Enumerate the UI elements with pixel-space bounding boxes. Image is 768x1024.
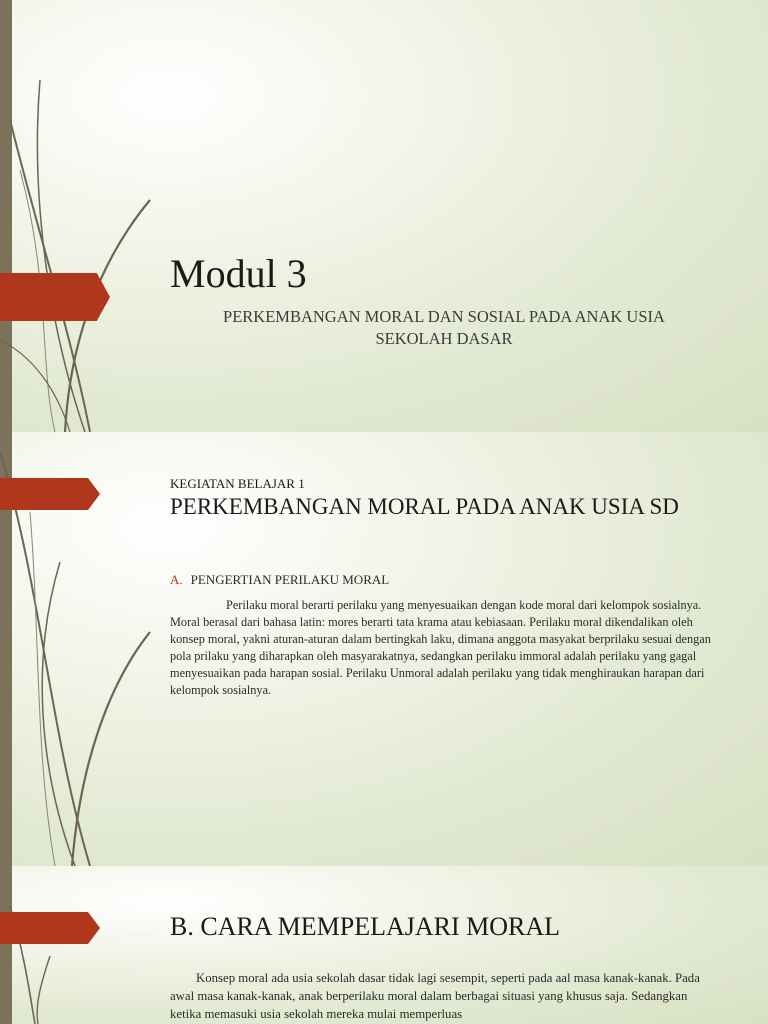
title-tab-arrow <box>0 273 110 321</box>
title-slide <box>0 0 768 432</box>
list-item <box>170 572 389 588</box>
list-label: PENGERTIAN PERILAKU MORAL <box>190 572 390 587</box>
slide-title: Modul 3 <box>170 251 307 296</box>
slide-sidebar <box>0 0 12 432</box>
lesson-heading: PERKEMBANGAN MORAL PADA ANAK USIA SD <box>170 494 679 519</box>
slide-sidebar <box>0 866 12 1024</box>
section-heading: B. CARA MEMPELAJARI MORAL <box>170 912 561 941</box>
slide-subtitle <box>170 306 718 350</box>
heading-tab-arrow <box>0 912 100 944</box>
subtitle-line-2: SEKOLAH DASAR <box>375 329 513 348</box>
lesson-kicker: KEGIATAN BELAJAR 1 <box>170 476 305 491</box>
content-slide-1 <box>0 432 768 866</box>
kicker-tab-arrow <box>0 478 100 510</box>
list-marker: A. <box>170 572 183 587</box>
content-slide-2 <box>0 866 768 1024</box>
subtitle-line-1: PERKEMBANGAN MORAL DAN SOSIAL PADA ANAK USIA <box>223 307 665 326</box>
definition-paragraph: Perilaku moral berarti perilaku yang menyesuaikan dengan kode moral dari kelompok sosialnya. Moral berasal dari bahasa latin: mores berarti tata krama atau kebiasaan. Perilaku moral dikendalikan oleh konsep moral, yakni aturan-aturan dalam bertingkah laku, dimana anggota masyakat berprilaku sesuai dengan pola prilaku yang diharapkan oleh masyarakatnya, sedangkan perilaku immoral adalah perilaku yang gagal menyesuaikan pada harapan sosial. Perilaku Unmoral adalah perilaku yang tidak menghiraukan harapan dari kelompok sosialnya. <box>170 598 711 697</box>
section-paragraph: Konsep moral ada usia sekolah dasar tidak lagi sesempit, seperti pada aal masa kanak-kanak. Pada awal masa kanak-kanak, anak berperilaku moral dalam berbagai situasi yang khusus saja. Sedangkan ketika memasuki usia sekolah mereka mulai memperluas <box>170 971 700 1021</box>
swirl-decoration <box>0 0 200 432</box>
